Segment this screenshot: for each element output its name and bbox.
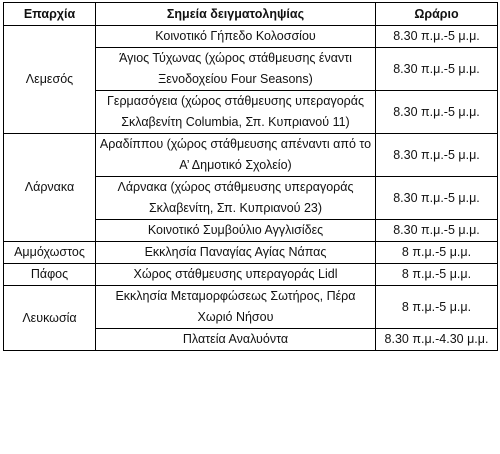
hours-cell: 8.30 π.μ.-5 μ.μ.: [376, 48, 498, 91]
hours-cell: 8.30 π.μ.-5 μ.μ.: [376, 91, 498, 134]
point-cell: Εκκλησία Παναγίας Αγίας Νάπας: [96, 242, 376, 264]
point-cell: Κοινοτικό Συμβούλιο Αγγλισίδες: [96, 220, 376, 242]
region-cell-lefkosia: Λευκωσία: [4, 286, 96, 351]
hours-cell: 8.30 π.μ.-5 μ.μ.: [376, 26, 498, 48]
region-cell-ammochostos: Αμμόχωστος: [4, 242, 96, 264]
hours-cell: 8 π.μ.-5 μ.μ.: [376, 242, 498, 264]
point-cell: Χώρος στάθμευσης υπεραγοράς Lidl: [96, 264, 376, 286]
header-points: Σημεία δειγματοληψίας: [96, 3, 376, 26]
point-cell: Άγιος Τύχωνας (χώρος στάθμευσης έναντι Ξενοδοχείου Four Seasons): [96, 48, 376, 91]
header-region: Επαρχία: [4, 3, 96, 26]
hours-cell: 8.30 π.μ.-5 μ.μ.: [376, 177, 498, 220]
region-cell-larnaka: Λάρνακα: [4, 134, 96, 242]
region-cell-lemesos: Λεμεσός: [4, 26, 96, 134]
point-cell: Κοινοτικό Γήπεδο Κολοσσίου: [96, 26, 376, 48]
hours-cell: 8.30 π.μ.-4.30 μ.μ.: [376, 329, 498, 351]
table-row: [4, 264, 498, 286]
hours-cell: 8.30 π.μ.-5 μ.μ.: [376, 134, 498, 177]
hours-cell: 8 π.μ.-5 μ.μ.: [376, 264, 498, 286]
sampling-points-table: [3, 2, 498, 351]
table-row: [4, 242, 498, 264]
header-hours: Ωράριο: [376, 3, 498, 26]
point-cell: Εκκλησία Μεταμορφώσεως Σωτήρος, Πέρα Χωριό Νήσου: [96, 286, 376, 329]
point-cell: Λάρνακα (χώρος στάθμευσης υπεραγοράς Σκλαβενίτη, Σπ. Κυπριανού 23): [96, 177, 376, 220]
point-cell: Πλατεία Αναλυόντα: [96, 329, 376, 351]
hours-cell: 8.30 π.μ.-5 μ.μ.: [376, 220, 498, 242]
point-cell: Γερμασόγεια (χώρος στάθμευσης υπεραγοράς Σκλαβενίτη Columbia, Σπ. Κυπριανού 11): [96, 91, 376, 134]
header-row: [4, 3, 498, 26]
table-row: [4, 26, 498, 48]
region-cell-pafos: Πάφος: [4, 264, 96, 286]
hours-cell: 8 π.μ.-5 μ.μ.: [376, 286, 498, 329]
point-cell: Αραδίππου (χώρος στάθμευσης απέναντι από το Α’ Δημοτικό Σχολείο): [96, 134, 376, 177]
table-row: [4, 134, 498, 177]
table-row: [4, 286, 498, 329]
